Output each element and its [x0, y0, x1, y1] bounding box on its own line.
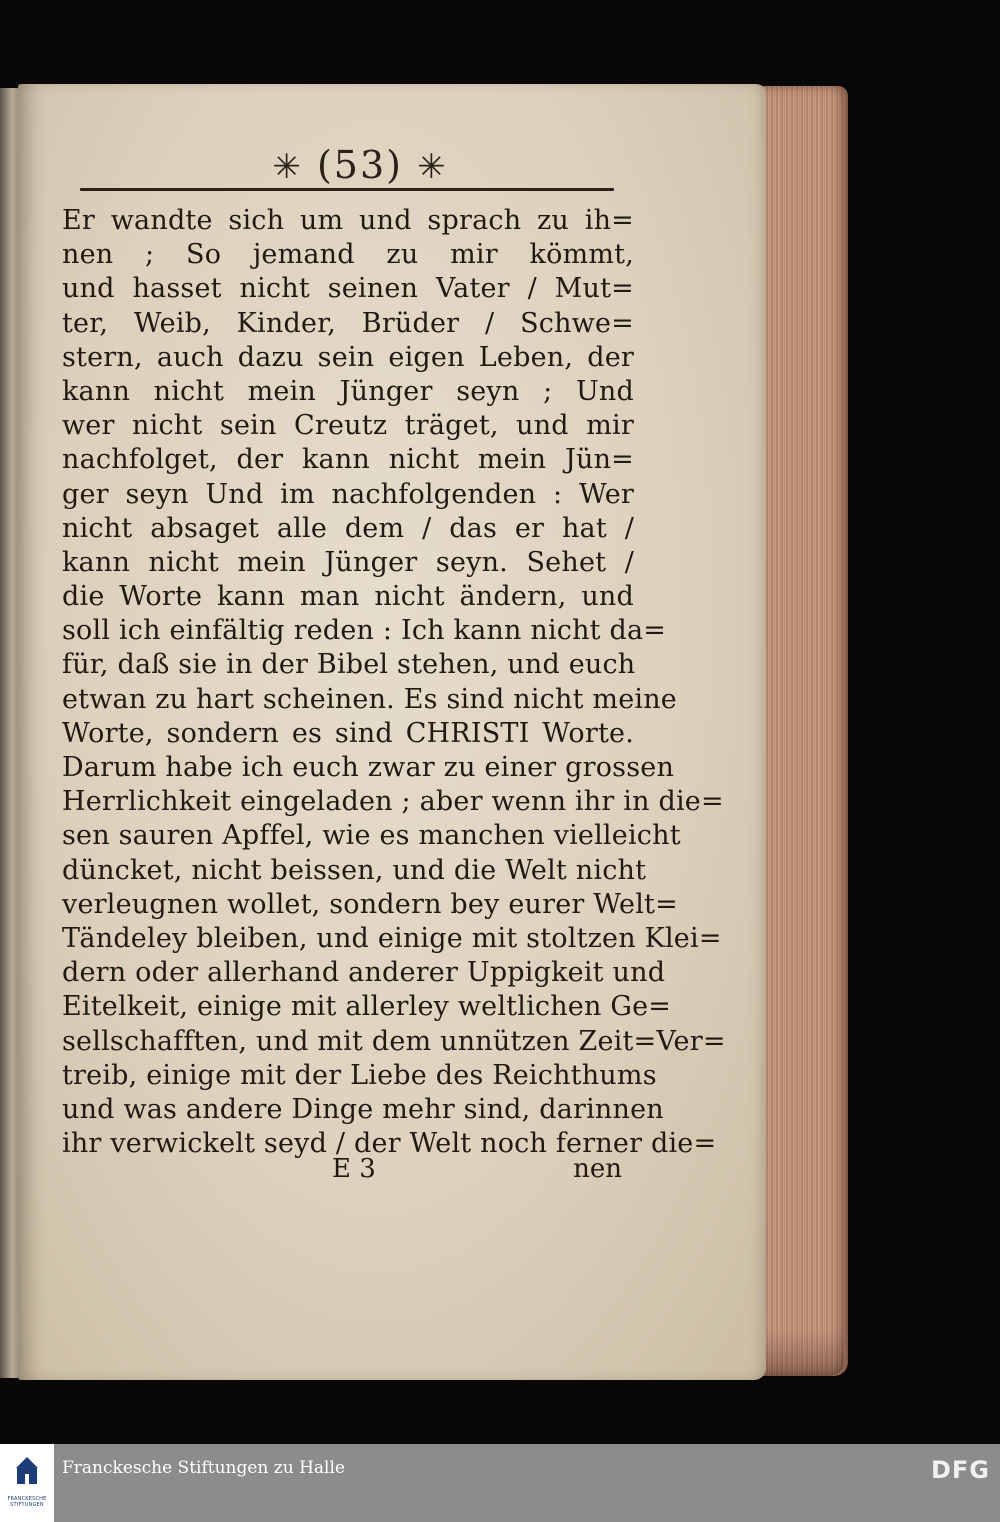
- text-line: Eitelkeit, einige mit allerley weltlichen Ge=: [62, 991, 672, 1023]
- text-line: Er wandte sich um und sprach zu ih=: [62, 205, 634, 236]
- header-rule: [80, 188, 614, 191]
- ornament-right: ✳: [417, 147, 448, 187]
- body-text: [62, 204, 726, 1161]
- text-line: nicht absaget alle dem / das er hat /: [62, 512, 634, 544]
- text-line: sellschafften, und mit dem unnützen Zeit=Ver=: [62, 1025, 726, 1057]
- text-line: düncket, nicht beissen, und die Welt nicht: [62, 854, 647, 886]
- institution-logo-icon: [14, 1456, 40, 1486]
- text-line: nachfolget, der kann nicht mein Jün=: [62, 444, 634, 476]
- dfg-logo-link[interactable]: DFG: [930, 1456, 990, 1484]
- text-line: soll ich einfältig reden : Ich kann nicht da=: [62, 615, 667, 647]
- viewer-footer: [0, 1444, 1000, 1522]
- text-line: stern, auch dazu sein eigen Leben, der: [62, 341, 634, 373]
- text-line: treib, einige mit der Liebe des Reichthums: [62, 1059, 657, 1091]
- text-line: und was andere Dinge mehr sind, darinnen: [62, 1093, 664, 1125]
- text-line: verleugnen wollet, sondern bey eurer Welt=: [62, 888, 678, 920]
- text-line: für, daß sie in der Bibel stehen, und euch: [62, 649, 636, 681]
- logo-text: FRANCKESCHE STIFTUNGEN: [7, 1496, 47, 1508]
- text-line: Darum habe ich euch zwar zu einer grossen: [62, 752, 675, 783]
- text-line: ihr verwickelt seyd / der Welt noch ferner die=: [62, 1128, 717, 1160]
- page-footer-line: [62, 1152, 622, 1186]
- text-line: nen ; So jemand zu mir kömmt,: [62, 239, 634, 271]
- text-line: und hasset nicht seinen Vater / Mut=: [62, 273, 634, 305]
- text-line: ter, Weib, Kinder, Brüder / Schwe=: [62, 307, 634, 339]
- text-line: etwan zu hart scheinen. Es sind nicht meine: [62, 683, 677, 715]
- text-line: sen sauren Apffel, wie es manchen vielleicht: [62, 820, 681, 852]
- franckesche-logo-link[interactable]: [0, 1444, 54, 1522]
- text-line: die Worte kann man nicht ändern, und: [62, 581, 634, 613]
- text-line: dern oder allerhand anderer Uppigkeit und: [62, 957, 666, 989]
- page-number: (53): [316, 143, 403, 187]
- text-line: kann nicht mein Jünger seyn. Sehet /: [62, 546, 634, 578]
- ornament-left: ✳: [272, 147, 303, 187]
- text-line: wer nicht sein Creutz träget, und mir: [62, 410, 634, 442]
- text-line: Worte, sondern es sind CHRISTI Worte.: [62, 717, 634, 749]
- signature-mark: E 3: [332, 1154, 376, 1184]
- institution-link[interactable]: Franckesche Stiftungen zu Halle: [62, 1458, 345, 1478]
- page-header: [250, 140, 470, 190]
- text-line: kann nicht mein Jünger seyn ; Und: [62, 375, 634, 407]
- text-line: ger seyn Und im nachfolgenden : Wer: [62, 478, 634, 510]
- text-line: Herrlichkeit eingeladen ; aber wenn ihr in die=: [62, 786, 724, 818]
- text-line: Tändeley bleiben, und einige mit stoltzen Klei=: [62, 922, 722, 954]
- catchword: nen: [573, 1154, 622, 1184]
